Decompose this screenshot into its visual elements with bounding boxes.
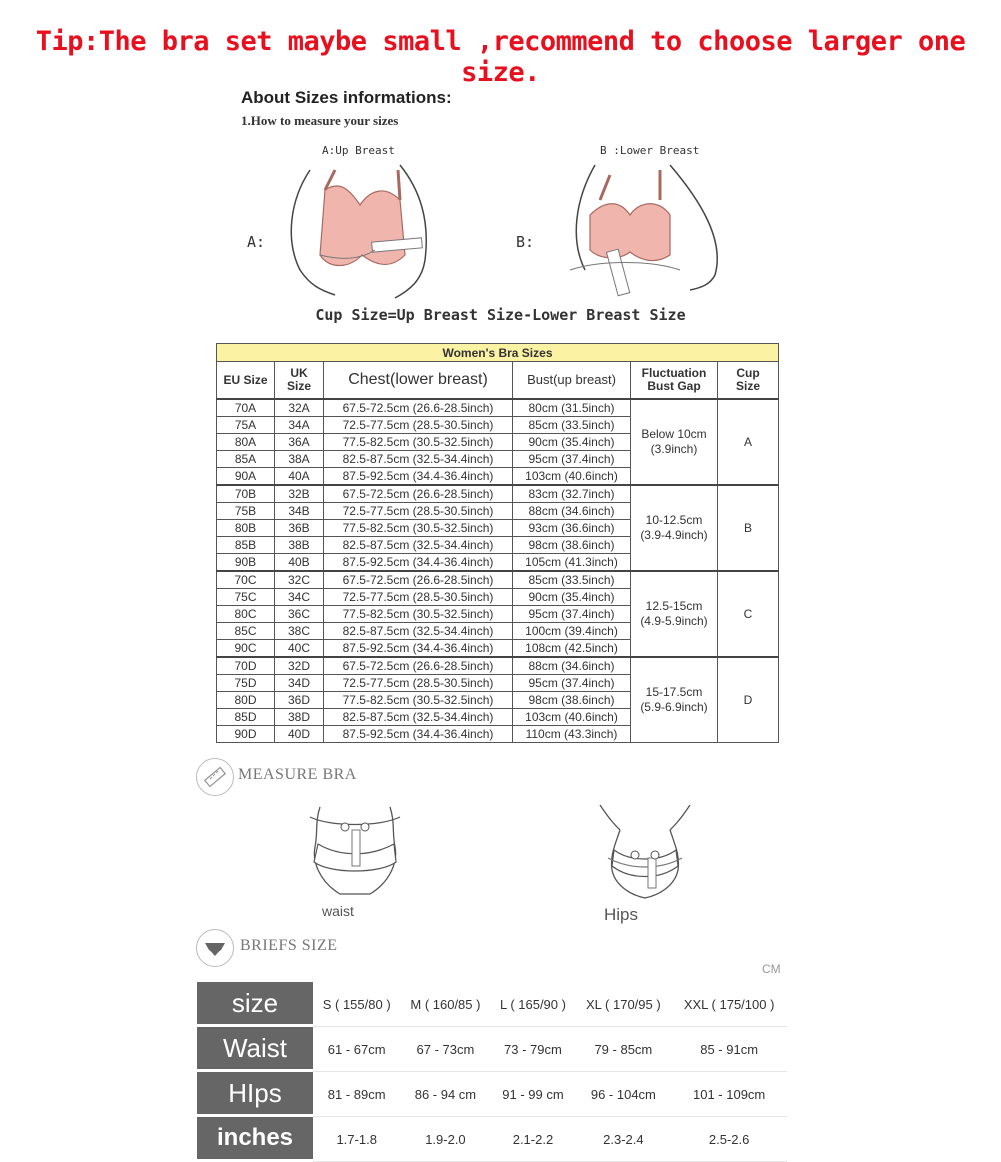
row-header-size: size [197,982,313,1027]
table-row: 90C 40C 87.5-92.5cm (34.4-36.4inch) 108cm (42.5inch) [217,640,779,658]
briefs-size-table [197,982,787,1162]
b-label: B: [516,233,535,251]
measure-how-subtitle: 1.How to measure your sizes [241,113,399,128]
table-row: size S ( 155/80 ) M ( 160/85 ) L ( 165/90 ) XL ( 170/95 ) XXL ( 175/100 ) [197,982,787,1027]
row-header-hips: HIps [197,1072,313,1117]
fluctuation-cell: Below 10cm (3.9inch) [631,399,718,485]
table-row: 90A 40A 87.5-92.5cm (34.4-36.4inch) 103cm (40.6inch) [217,468,779,486]
womens-bra-size-table [216,343,779,743]
table-row: HIps 81 - 89cm 86 - 94 cm 91 - 99 cm 96 - 104cm 101 - 109cm [197,1072,787,1117]
row-header-inches: inches [197,1117,313,1162]
table-row: 85C 38C 82.5-87.5cm (32.5-34.4inch) 100cm (39.4inch) [217,623,779,640]
cup-cell: A [718,399,779,485]
tip-banner: Tip:The bra set maybe small ,recommend to choose larger one size. [35,26,966,88]
col-bust: Bust(up breast) [513,362,631,400]
briefs-size-header: BRIEFS SIZE [240,937,338,954]
bra-table-title: Women's Bra Sizes [217,344,779,362]
unit-label: CM [762,962,781,976]
table-row: 75C 34C 72.5-77.5cm (28.5-30.5inch) 90cm (35.4inch) [217,589,779,606]
table-row: 80C 36C 77.5-82.5cm (30.5-32.5inch) 95cm (37.4inch) [217,606,779,623]
fluctuation-cell: 15-17.5cm (5.9-6.9inch) [631,657,718,743]
lower-breast-illustration [560,160,730,300]
table-row: 80D 36D 77.5-82.5cm (30.5-32.5inch) 98cm (38.6inch) [217,692,779,709]
col-chest: Chest(lower breast) [324,362,513,400]
table-row: 80A 36A 77.5-82.5cm (30.5-32.5inch) 90cm (35.4inch) [217,434,779,451]
col-uk-size: UK Size [275,362,324,400]
table-row: 85B 38B 82.5-87.5cm (32.5-34.4inch) 98cm (38.6inch) [217,537,779,554]
cup-cell: D [718,657,779,743]
a-caption: A:Up Breast [322,144,395,157]
table-row: 85A 38A 82.5-87.5cm (32.5-34.4inch) 95cm (37.4inch) [217,451,779,468]
col-fluctuation: Fluctuation Bust Gap [631,362,718,400]
cup-size-formula: Cup Size=Up Breast Size-Lower Breast Size [315,306,686,324]
col-cup-size: Cup Size [718,362,779,400]
waist-caption: waist [322,903,354,919]
table-row: 80B 36B 77.5-82.5cm (30.5-32.5inch) 93cm (36.6inch) [217,520,779,537]
table-row: 70A 32A 67.5-72.5cm (26.6-28.5inch) 80cm (31.5inch) Below 10cm (3.9inch) A [217,399,779,417]
hips-measure-illustration [590,800,700,905]
table-row: 75D 34D 72.5-77.5cm (28.5-30.5inch) 95cm (37.4inch) [217,675,779,692]
table-row: 70D 32D 67.5-72.5cm (26.6-28.5inch) 88cm (34.6inch) 15-17.5cm (5.9-6.9inch) D [217,657,779,675]
table-row: Waist 61 - 67cm 67 - 73cm 73 - 79cm 79 - 85cm 85 - 91cm [197,1027,787,1072]
fluctuation-cell: 12.5-15cm (4.9-5.9inch) [631,571,718,657]
measure-bra-header: MEASURE BRA [238,766,357,783]
table-row: 90B 40B 87.5-92.5cm (34.4-36.4inch) 105cm (41.3inch) [217,554,779,572]
fluctuation-cell: 10-12.5cm (3.9-4.9inch) [631,485,718,571]
briefs-icon [196,929,234,967]
ruler-icon [196,758,234,796]
up-breast-illustration [280,160,440,300]
b-caption: B :Lower Breast [600,144,700,157]
col-eu-size: EU Size [217,362,275,400]
table-row: 75A 34A 72.5-77.5cm (28.5-30.5inch) 85cm (33.5inch) [217,417,779,434]
about-sizes-title: About Sizes informations: [241,88,452,107]
row-header-waist: Waist [197,1027,313,1072]
a-label: A: [247,233,266,251]
cup-cell: B [718,485,779,571]
table-row: inches 1.7-1.8 1.9-2.0 2.1-2.2 2.3-2.4 2.5-2.6 [197,1117,787,1162]
table-row: 70B 32B 67.5-72.5cm (26.6-28.5inch) 83cm (32.7inch) 10-12.5cm (3.9-4.9inch) B [217,485,779,503]
cup-cell: C [718,571,779,657]
waist-measure-illustration [300,802,410,902]
table-row: 70C 32C 67.5-72.5cm (26.6-28.5inch) 85cm (33.5inch) 12.5-15cm (4.9-5.9inch) C [217,571,779,589]
table-row: 90D 40D 87.5-92.5cm (34.4-36.4inch) 110cm (43.3inch) [217,726,779,743]
table-row: 85D 38D 82.5-87.5cm (32.5-34.4inch) 103cm (40.6inch) [217,709,779,726]
table-row: 75B 34B 72.5-77.5cm (28.5-30.5inch) 88cm (34.6inch) [217,503,779,520]
hips-caption: Hips [604,905,639,924]
